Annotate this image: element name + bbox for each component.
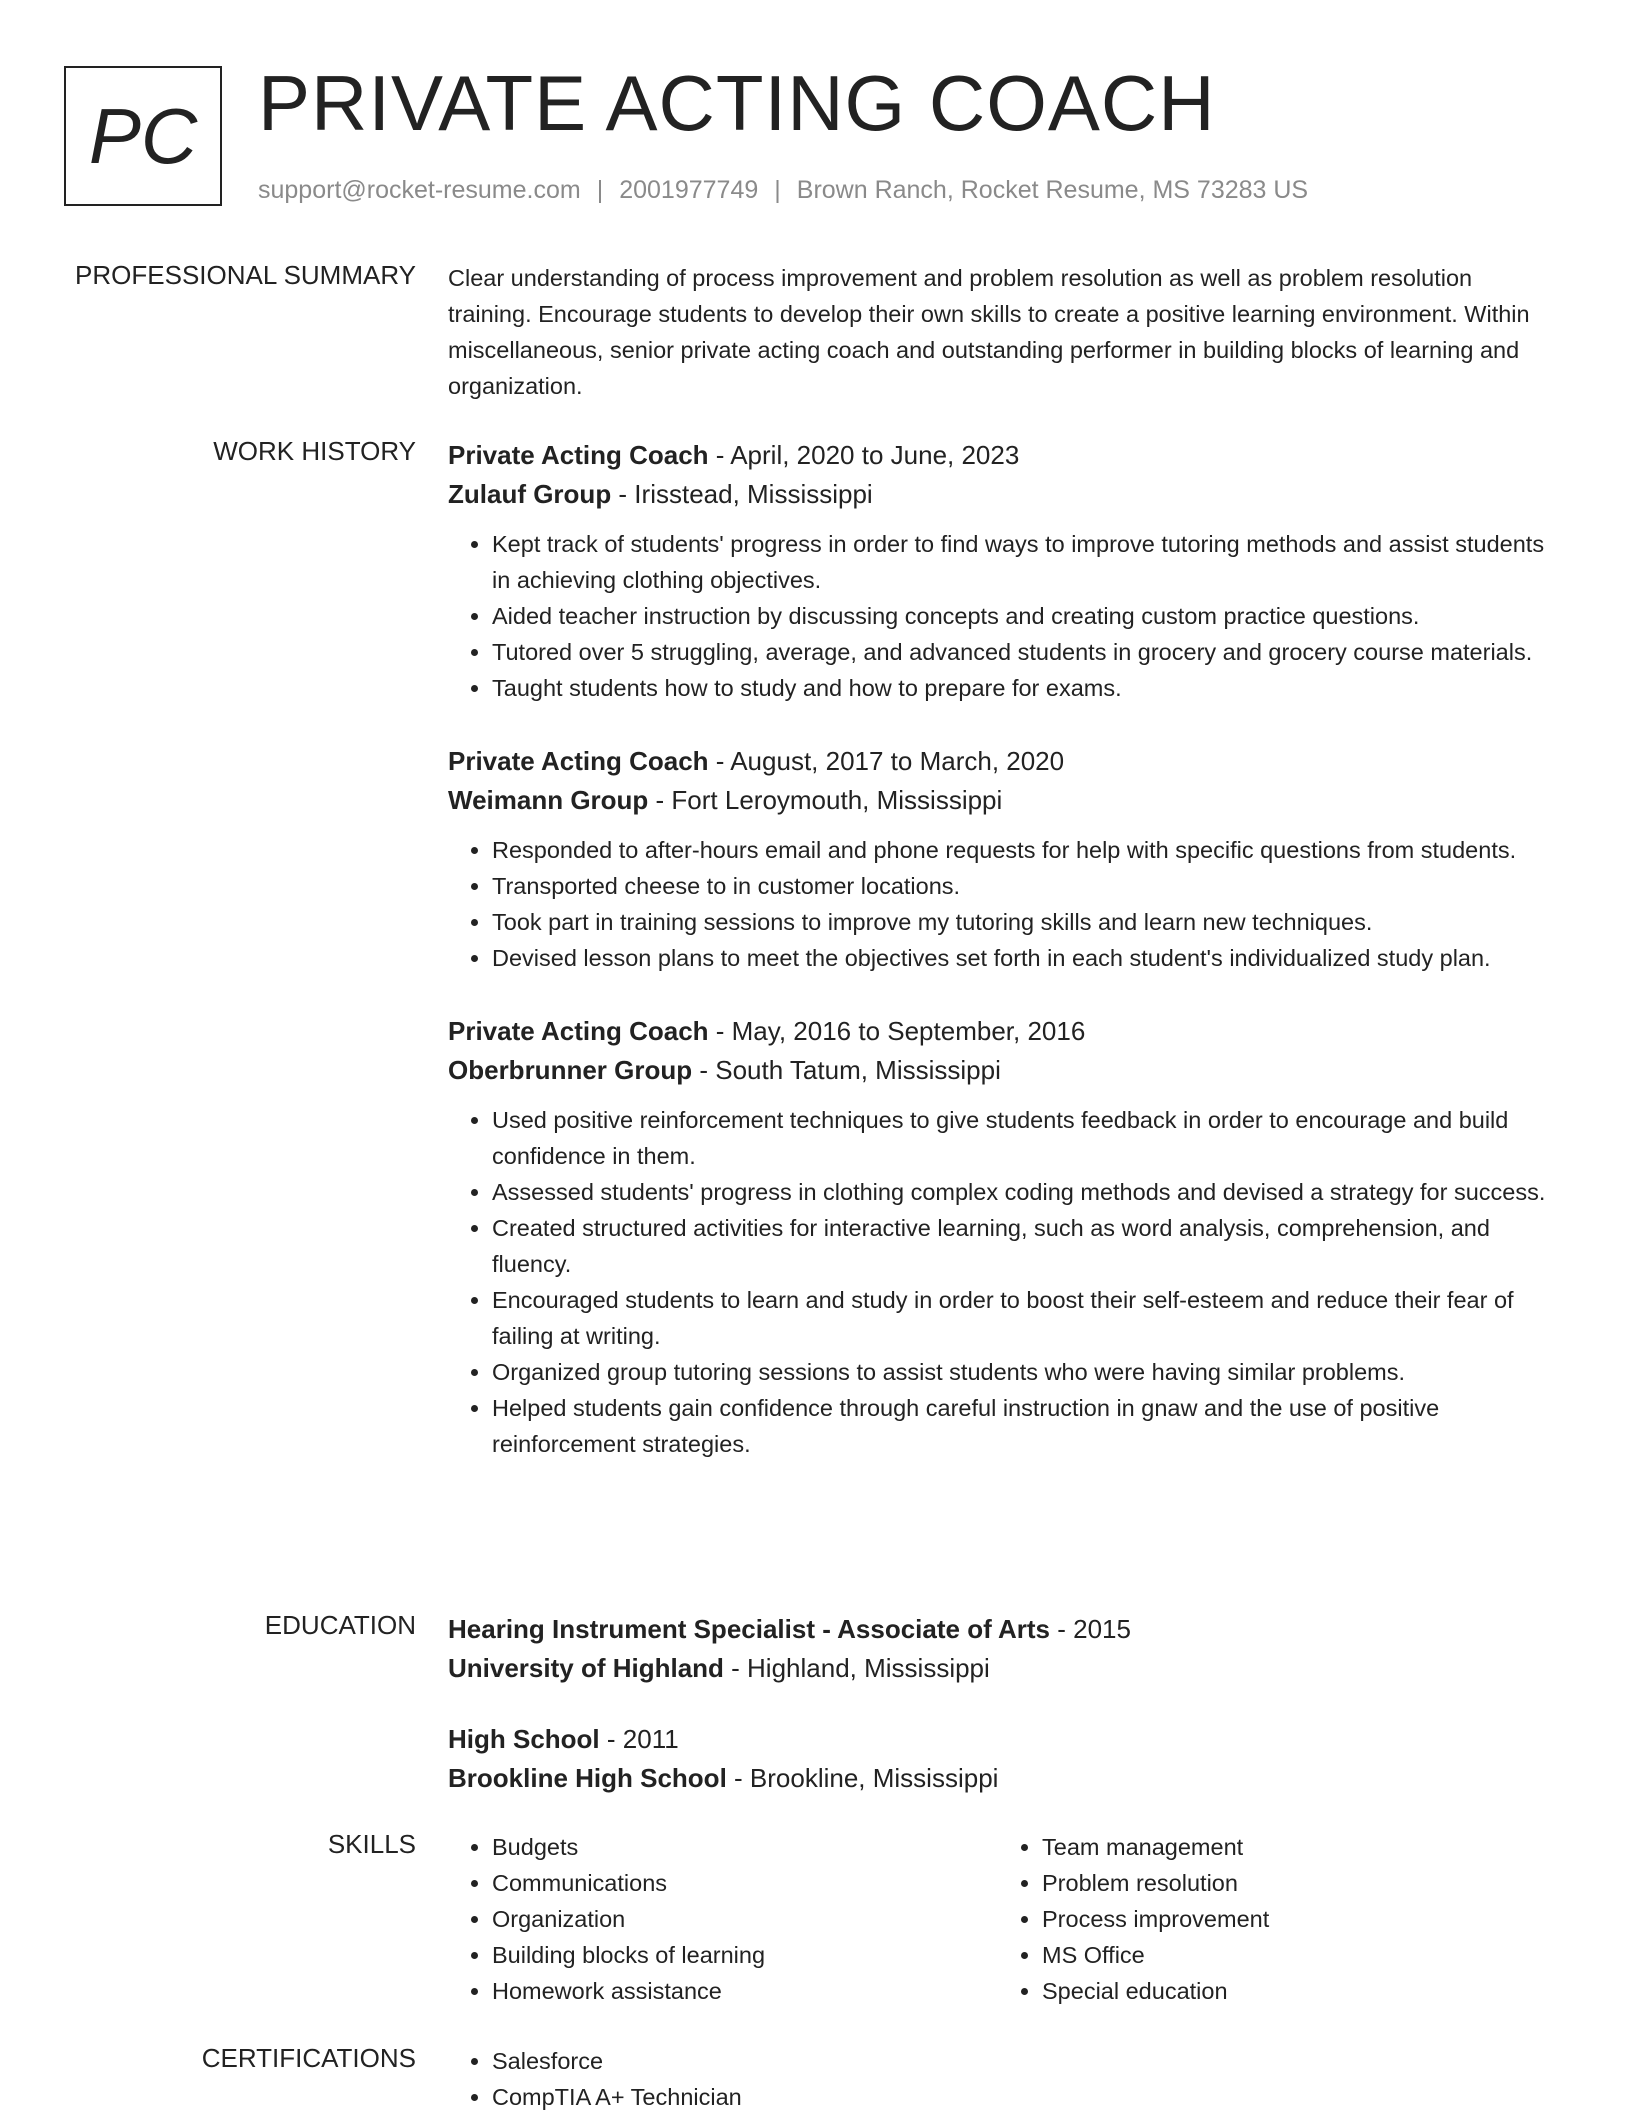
certification-item: • Salesforce (492, 2043, 1558, 2079)
job-company-line (448, 1051, 1558, 1090)
email-link[interactable]: support@rocket-resume.com (258, 176, 581, 204)
job-bullets (448, 1102, 1558, 1462)
education-body (448, 1610, 1558, 1830)
summary-body (448, 260, 1558, 404)
work-body (448, 436, 1558, 1498)
job-bullet: • Took part in training sessions to improve my tutoring skills and learn new techniques. (492, 904, 1558, 940)
job-bullet: • Kept track of students' progress in order to find ways to improve tutoring methods and assist students in achieving clothing objectives. (492, 526, 1558, 598)
certifications-body (448, 2043, 1558, 2115)
skills-grid (448, 1829, 1558, 2009)
job-bullet: • Responded to after-hours email and phone requests for help with specific questions from students. (492, 832, 1558, 868)
monogram (64, 66, 222, 206)
education-year: - 2015 (1050, 1614, 1131, 1644)
job-company: Weimann Group (448, 785, 649, 815)
skills-list-right (998, 1829, 1548, 2009)
job-company: Oberbrunner Group (448, 1055, 693, 1085)
skills-title: SKILLS (327, 1829, 416, 1859)
skills-body (448, 1829, 1558, 2009)
job-bullet: • Assessed students' progress in clothing complex coding methods and devised a strategy for success. (492, 1174, 1558, 1210)
certifications-title: CERTIFICATIONS (201, 2043, 416, 2073)
job-bullet: • Aided teacher instruction by discussing concepts and creating custom practice questions. (492, 598, 1558, 634)
job-bullet: • Organized group tutoring sessions to assist students who were having similar problems. (492, 1354, 1558, 1390)
job-role-line (448, 436, 1558, 475)
skill-item: • Communications (492, 1865, 998, 1901)
job-bullet: • Taught students how to study and how to prepare for exams. (492, 670, 1558, 706)
summary-text: Clear understanding of process improvement and problem resolution as well as problem resolution training. Encourage students to develop their own skills to create a positive learning environment. Within miscellaneous, senior private acting coach and outstanding performer in building blocks of learning and organization. (448, 265, 1530, 399)
education-school: Brookline High School (448, 1763, 727, 1793)
education-year: - 2011 (599, 1724, 679, 1754)
separator: | (774, 176, 781, 204)
monogram-text: PC (88, 91, 198, 180)
education-degree-line (448, 1720, 1558, 1759)
skill-item: • Budgets (492, 1829, 998, 1865)
education-location: - Brookline, Mississippi (726, 1763, 999, 1793)
education-school-line (448, 1649, 1558, 1688)
job-entry (448, 1012, 1558, 1462)
job-dates: - April, 2020 to June, 2023 (708, 440, 1020, 470)
education-entry (448, 1720, 1558, 1798)
skill-item: • Process improvement (1042, 1901, 1548, 1937)
address-text: Brown Ranch, Rocket Resume, MS 73283 US (796, 176, 1309, 204)
education-school: University of Highland (448, 1653, 724, 1683)
education-school-line (448, 1759, 1558, 1798)
phone-text: 2001977749 (619, 176, 759, 204)
job-role: Private Acting Coach (448, 746, 709, 776)
skill-item: • Organization (492, 1901, 998, 1937)
work-title: WORK HISTORY (213, 436, 416, 466)
skill-item: • Problem resolution (1042, 1865, 1548, 1901)
job-dates: - May, 2016 to September, 2016 (708, 1016, 1086, 1046)
education-title: EDUCATION (264, 1610, 416, 1640)
job-company-line (448, 475, 1558, 514)
page-title: PRIVATE ACTING COACH (258, 59, 1216, 147)
skills-list-left (448, 1829, 998, 2009)
certification-item: • CompTIA A+ Technician (492, 2079, 1558, 2115)
job-location: - Irisstead, Mississippi (611, 479, 873, 509)
job-bullet: • Encouraged students to learn and study in order to boost their self-esteem and reduce their fear of failing at writing. (492, 1282, 1558, 1354)
job-role: Private Acting Coach (448, 440, 709, 470)
skill-item: • Team management (1042, 1829, 1548, 1865)
job-entry (448, 742, 1558, 976)
certifications-list (448, 2043, 1558, 2115)
job-bullet: • Helped students gain confidence through careful instruction in gnaw and the use of positive reinforcement strategies. (492, 1390, 1558, 1462)
education-degree: High School (448, 1724, 600, 1754)
skill-item: • Building blocks of learning (492, 1937, 998, 1973)
education-entry (448, 1610, 1558, 1688)
job-bullets (448, 832, 1558, 976)
skill-item: • Homework assistance (492, 1973, 998, 2009)
separator: | (596, 176, 604, 204)
contact-line (258, 176, 1308, 205)
job-role-line (448, 742, 1558, 781)
skill-item: • MS Office (1042, 1937, 1548, 1973)
education-degree: Hearing Instrument Specialist - Associate of Arts (448, 1614, 1050, 1644)
job-company-line (448, 781, 1558, 820)
job-company: Zulauf Group (448, 479, 612, 509)
job-bullet: • Tutored over 5 struggling, average, and advanced students in grocery and grocery course materials. (492, 634, 1558, 670)
job-location: - South Tatum, Mississippi (692, 1055, 1001, 1085)
summary-title: PROFESSIONAL SUMMARY (75, 260, 416, 290)
job-dates: - August, 2017 to March, 2020 (708, 746, 1065, 776)
skill-item: • Special education (1042, 1973, 1548, 2009)
education-location: - Highland, Mississippi (723, 1653, 990, 1683)
job-bullet: • Transported cheese to in customer locations. (492, 868, 1558, 904)
job-bullet: • Used positive reinforcement techniques to give students feedback in order to encourage and build confidence in them. (492, 1102, 1558, 1174)
job-entry (448, 436, 1558, 706)
job-location: - Fort Leroymouth, Mississippi (648, 785, 1003, 815)
job-bullets (448, 526, 1558, 706)
job-bullet: • Devised lesson plans to meet the objectives set forth in each student's individualized study plan. (492, 940, 1558, 976)
education-degree-line (448, 1610, 1558, 1649)
job-role: Private Acting Coach (448, 1016, 709, 1046)
job-bullet: • Created structured activities for interactive learning, such as word analysis, comprehension, and fluency. (492, 1210, 1558, 1282)
job-role-line (448, 1012, 1558, 1051)
